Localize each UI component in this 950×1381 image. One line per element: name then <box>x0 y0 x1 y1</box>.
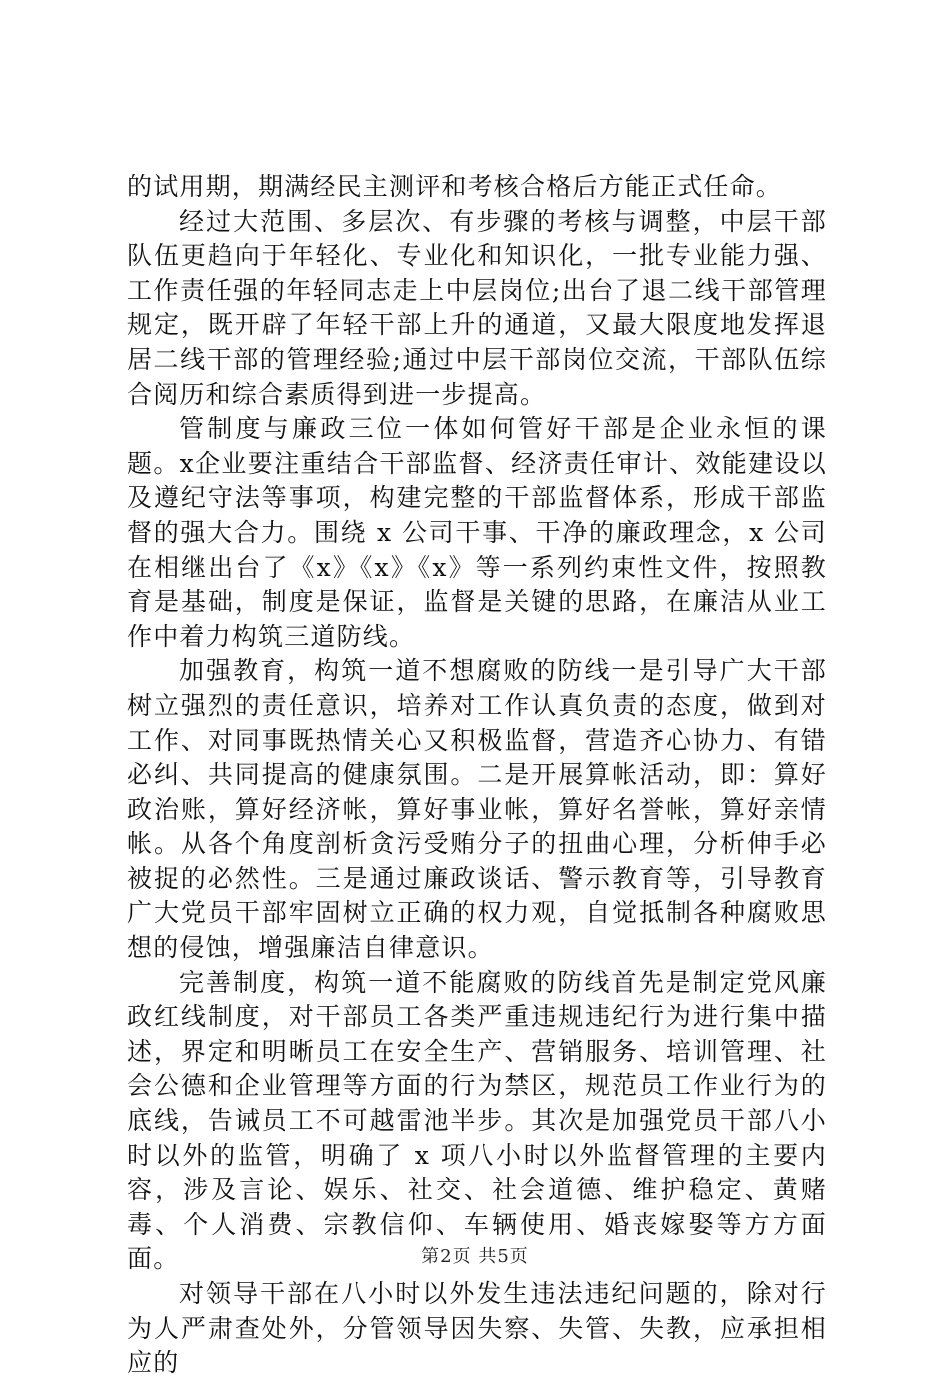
paragraph-5: 完善制度，构筑一道不能腐败的防线首先是制定党风廉政红线制度，对干部员工各类严重违规违纪行为进行集中描述，界定和明晰员工在安全生产、营销服务、培训管理、社会公德和企业管理等方面的行为禁区，规范员工作业行为的底线，告诫员工不可越雷池半步。其次是加强党员干部八小时以外的监管，明确了 x 项八小时以外监督管理的主要内容，涉及言论、娱乐、社交、社会道德、维护稳定、黄赌毒、个人消费、宗教信仰、车辆使用、婚丧嫁娶等方方面面。 <box>127 967 827 1274</box>
page-number-footer: 第2页 共5页 <box>421 1246 529 1267</box>
paragraph-2: 经过大范围、多层次、有步骤的考核与调整，中层干部队伍更趋向于年轻化、专业化和知识化，一批专业能力强、工作责任强的年轻同志走上中层岗位;出台了退二线干部管理规定，既开辟了年轻干部上升的通道，又最大限度地发挥退居二线干部的管理经验;通过中层干部岗位交流，干部队伍综合阅历和综合素质得到进一步提高。 <box>127 206 827 409</box>
paragraph-4: 加强教育，构筑一道不想腐败的防线一是引导广大干部树立强烈的责任意识，培养对工作认真负责的态度，做到对工作、对同事既热情关心又积极监督，营造齐心协力、有错必纠、共同提高的健康氛围。二是开展算帐活动，即：算好政治账，算好经济帐，算好事业帐，算好名誉帐，算好亲情帐。从各个角度剖析贪污受贿分子的扭曲心理，分析伸手必被捉的必然性。三是通过廉政谈话、警示教育等，引导教育广大党员干部牢固树立正确的权力观，自觉抵制各种腐败思想的侵蚀，增强廉洁自律意识。 <box>127 656 827 963</box>
paragraph-3: 管制度与廉政三位一体如何管好干部是企业永恒的课题。x企业要注重结合干部监督、经济责任审计、效能建设以及遵纪守法等事项，构建完整的干部监督体系，形成干部监督的强大合力。围绕 x 公司干事、干净的廉政理念，x 公司在相继出台了《x》《x》《x》等一系列约束性文件，按照教育是基础，制度是保证，监督是关键的思路，在廉洁从业工作中着力构筑三道防线。 <box>127 414 827 651</box>
document-body <box>127 170 827 1381</box>
paragraph-6: 对领导干部在八小时以外发生违法违纪问题的，除对行为人严肃查处外，分管领导因失察、失管、失教，应承担相应的 <box>127 1279 827 1378</box>
paragraph-1: 的试用期，期满经民主测评和考核合格后方能正式任命。 <box>127 172 783 201</box>
